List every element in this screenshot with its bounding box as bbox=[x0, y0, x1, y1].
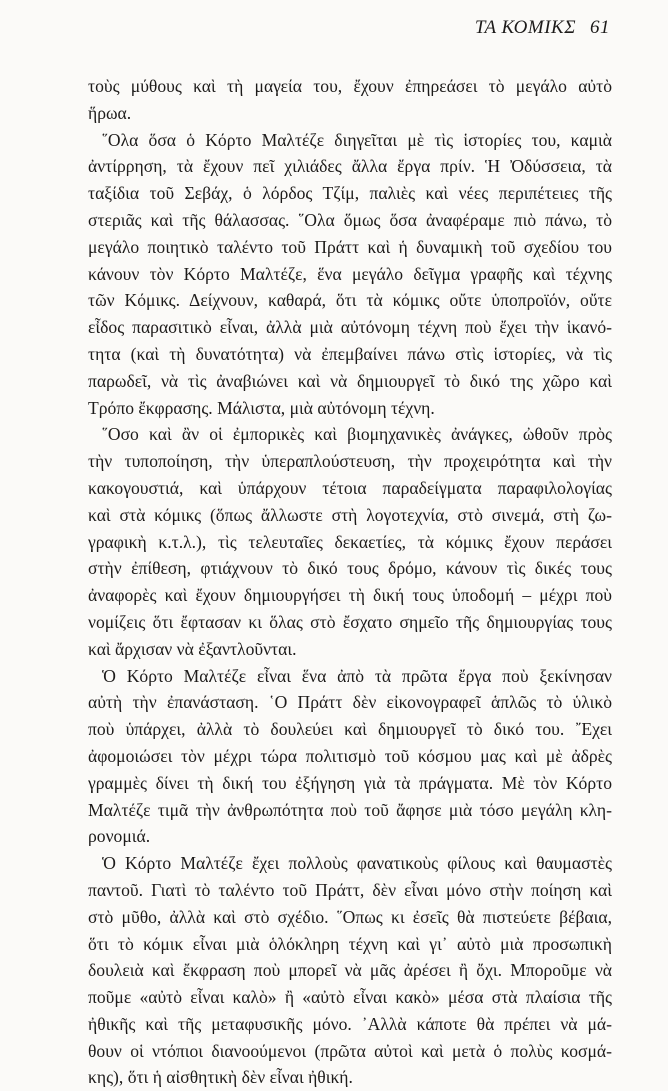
text-line: κακογουστιά, καὶ ὑπάρχουν τέτοια παραδείγματα παραφιλολογίας bbox=[88, 477, 612, 498]
body-text bbox=[88, 73, 612, 1091]
text-line: στὴν ἐπίθεση, φτιάχνουν τὸ δικό τους δρόμο, κάνουν τὶς δικές τους bbox=[88, 558, 612, 579]
text-line: ὅτι τὸ κόμικ εἶναι μιὰ ὁλόκληρη τέχνη καὶ γι᾽ αὐτὸ μιὰ προσωπικὴ bbox=[88, 933, 612, 954]
paragraph bbox=[88, 73, 612, 127]
paragraph bbox=[88, 421, 612, 662]
chapter-title: ΤΑ ΚΟΜΙΚΣ bbox=[474, 17, 576, 38]
text-line: κης), ὅτι ἡ αἰσθητικὴ δὲν εἶναι ἠθική. bbox=[88, 1067, 353, 1088]
text-line: ἀναφορὲς καὶ ἔχουν δημιουργήσει τὴ δική τους ὑποδομή – μέχρι ποὺ bbox=[88, 585, 612, 606]
text-line: ῞Οσο καὶ ἂν οἱ ἐμπορικὲς καὶ βιομηχανικὲς ἀνάγκες, ὠθοῦν πρὸς bbox=[102, 424, 612, 445]
text-line: τὴν τυποποίηση, τὴν ὑπεραπλούστευση, τὴν προχειρότητα καὶ τὴν bbox=[88, 451, 612, 472]
text-line: παντοῦ. Γιατὶ τὸ ταλέντο τοῦ Πράττ, δὲν εἶναι μόνο στὴν ποίηση καὶ bbox=[88, 879, 612, 900]
text-line: ποὺ ὑπάρχει, ἀλλὰ τὸ δουλεύει καὶ δημιουργεῖ τὸ δικό του. ῎Εχει bbox=[88, 719, 612, 740]
text-line: γραμμὲς δίνει τὴ δική του ἐξήγηση γιὰ τὰ πράγματα. Μὲ τὸν Κόρτο bbox=[88, 772, 612, 793]
text-line: αὐτὴ τὴν ἐπανάσταση. ῾Ο Πράττ δὲν εἰκονογραφεῖ ἁπλῶς τὸ ὑλικὸ bbox=[88, 692, 612, 713]
text-line: θουν οἱ ντόπιοι διανοούμενοι (πρῶτα αὐτοὶ καὶ μετὰ ὁ πολὺς κοσμά- bbox=[88, 1040, 612, 1061]
text-line: νομίζεις ὅτι ἔφτασαν κι ὅλας στὸ ἔσχατο σημεῖο τῆς δημιουργίας τους bbox=[88, 611, 612, 632]
text-line: τητα (καὶ τὴ δυνατότητα) νὰ ἐπεμβαίνει πάνω στὶς ἱστορίες, νὰ τὶς bbox=[88, 343, 612, 364]
text-line: ἀντίρρηση, τὰ ἔχουν πεῖ χιλιάδες ἄλλα ἔργα πρίν. Ἡ Ὀδύσσεια, τὰ bbox=[88, 156, 612, 177]
text-line: Ὁ Κόρτο Μαλτέζε ἔχει πολλοὺς φανατικοὺς φίλους καὶ θαυμαστὲς bbox=[102, 853, 612, 874]
text-line: ἥρωα. bbox=[88, 102, 132, 123]
text-line: μεγάλο ποιητικὸ ταλέντο τοῦ Πράττ καὶ ἡ δυναμικὴ τοῦ σχεδίου του bbox=[88, 236, 612, 257]
paragraph bbox=[88, 663, 612, 851]
paragraph bbox=[88, 850, 612, 1091]
text-line: στεριᾶς καὶ τῆς θάλασσας. ῞Ολα ὅμως ὅσα ἀναφέραμε πιὸ πάνω, τὸ bbox=[88, 209, 612, 230]
text-line: κάνουν τὸν Κόρτο Μαλτέζε, ἕνα μεγάλο δεῖγμα γραφῆς καὶ τέχνης bbox=[88, 263, 612, 284]
text-line: ρονομιά. bbox=[88, 826, 151, 847]
text-line: Ὁ Κόρτο Μαλτέζε εἶναι ἕνα ἀπὸ τὰ πρῶτα ἔργα ποὺ ξεκίνησαν bbox=[102, 665, 612, 686]
text-line: ῞Ολα ὅσα ὁ Κόρτο Μαλτέζε διηγεῖται μὲ τὶς ἱστορίες του, καμιὰ bbox=[102, 129, 612, 150]
text-line: ποῦμε «αὐτὸ εἶναι καλὸ» ἢ «αὐτὸ εἶναι κακὸ» μέσα στὰ πλαίσια τῆς bbox=[88, 987, 612, 1008]
text-line: καὶ στὰ κόμικς (ὅπως ἄλλωστε στὴ λογοτεχνία, στὸ σινεμά, στὴ ζω- bbox=[88, 504, 612, 525]
text-line: δουλειὰ καὶ ἔκφραση ποὺ μπορεῖ νὰ μᾶς ἀρέσει ἢ ὄχι. Μποροῦμε νὰ bbox=[88, 960, 612, 981]
text-line: τῶν Κόμικς. Δείχνουν, καθαρά, ὅτι τὰ κόμικς οὔτε ὑποπροϊόν, οὔτε bbox=[88, 290, 612, 311]
text-line: παρωδεῖ, νὰ τὶς ἀναβιώνει καὶ νὰ δημιουργεῖ τὸ δικό της χῶρο καὶ bbox=[88, 370, 612, 391]
text-line: τοὺς μύθους καὶ τὴ μαγεία του, ἔχουν ἐπηρεάσει τὸ μεγάλο αὐτὸ bbox=[88, 76, 612, 96]
text-line: ἀφομοιώσει τὸν μέχρι τώρα πολιτισμὸ τοῦ κόσμου μας καὶ μὲ ἀδρὲς bbox=[88, 745, 612, 766]
page-number: 61 bbox=[590, 17, 610, 38]
text-line: Τρόπο ἔκφρασης. Μάλιστα, μιὰ αὐτόνομη τέχνη. bbox=[88, 397, 435, 418]
text-line: ταξίδια τοῦ Σεβάχ, ὁ λόρδος Τζίμ, παλιὲς καὶ νέες περιπέτειες τῆς bbox=[88, 183, 612, 204]
text-line: ἠθικῆς καὶ τῆς μεταφυσικῆς μόνο. ᾿Αλλὰ κάποτε θὰ πρέπει νὰ μά- bbox=[88, 1013, 612, 1034]
paragraph bbox=[88, 127, 612, 422]
running-head bbox=[475, 17, 610, 39]
text-line: εἶδος παρασιτικὸ εἶναι, ἀλλὰ μιὰ αὐτόνομη τέχνη ποὺ ἔχει τὴν ἱκανό- bbox=[88, 317, 612, 338]
text-line: γραφικὴ κ.τ.λ.), τὶς τελευταῖες δεκαετίες, τὰ κόμικς ἔχουν περάσει bbox=[88, 531, 612, 552]
text-line: καὶ ἄρχισαν νὰ ἐξαντλοῦνται. bbox=[88, 638, 297, 659]
text-line: Μαλτέζε τιμᾶ τὴν ἀνθρωπότητα ποὺ τοῦ ἄφησε μιὰ τόσο μεγάλη κλη- bbox=[88, 799, 612, 820]
text-line: στὸ μῦθο, ἀλλὰ καὶ στὸ σχέδιο. ῞Οπως κι ἐσεῖς θὰ πιστεύετε βέβαια, bbox=[88, 906, 612, 927]
